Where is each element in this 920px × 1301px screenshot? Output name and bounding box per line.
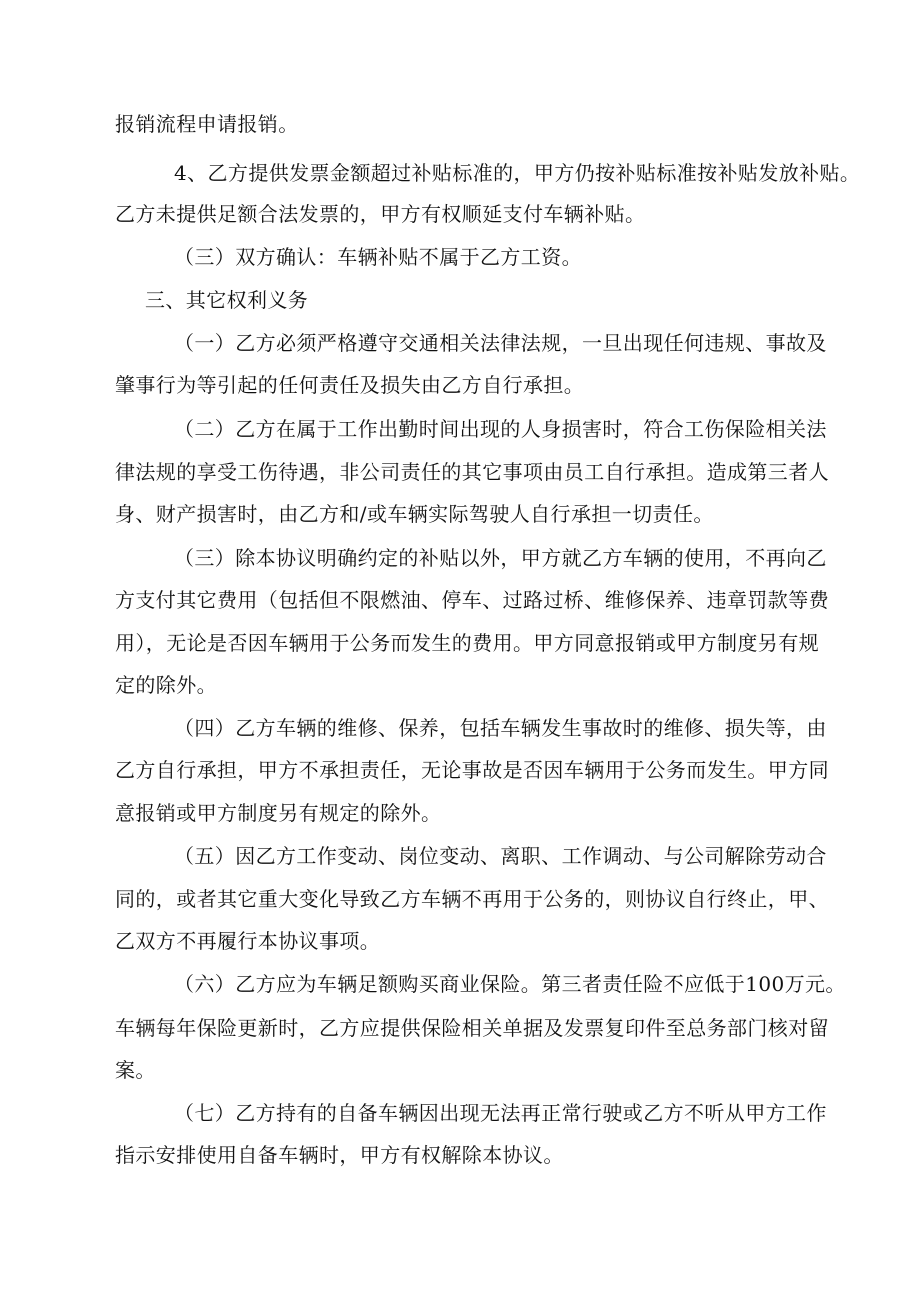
text-line: （四）乙方车辆的维修、保养，包括车辆发生事故时的维修、损失等，由 [174,716,827,740]
text-line: （三）除本协议明确约定的补贴以外，甲方就乙方车辆的使用，不再向乙 [174,546,827,570]
text-line: 车辆每年保险更新时，乙方应提供保险相关单据及发票复印件至总务部门核对留 [115,1016,829,1040]
text-line: 同的，或者其它重大变化导致乙方车辆不再用于公务的，则协议自行终止，甲、 [115,887,829,911]
text-line: 方支付其它费用（包括但不限燃油、停车、过路过桥、维修保养、违章罚款等费 [115,588,829,612]
text-line: （二）乙方在属于工作出勤时间出现的人身损害时，符合工伤保险相关法 [174,417,827,441]
text-line: 身、财产损害时，由乙方和/或车辆实际驾驶人自行承担一切责任。 [115,502,714,526]
text-line: 意报销或甲方制度另有规定的除外。 [115,801,442,825]
text-line: （五）因乙方工作变动、岗位变动、离职、工作调动、与公司解除劳动合 [174,844,827,868]
text-line: 定的除外。 [115,673,217,697]
text-line: 报销流程申请报销。 [115,112,299,136]
text-line: （一）乙方必须严格遵守交通相关法律法规，一旦出现任何违规、事故及 [174,331,827,355]
text-line: 律法规的享受工伤待遇，非公司责任的其它事项由员工自行承担。造成第三者人 [115,460,829,484]
text-line: （六）乙方应为车辆足额购买商业保险。第三者责任险不应低于100万元。 [174,972,846,996]
text-line: 乙方未提供足额合法发票的，甲方有权顺延支付车辆补贴。 [115,202,646,226]
text-line: 案。 [115,1058,156,1082]
section-heading: 三、其它权利义务 [145,288,309,312]
text-line: （三）双方确认：车辆补贴不属于乙方工资。 [174,245,582,269]
text-line: 指示安排使用自备车辆时，甲方有权解除本协议。 [115,1143,564,1167]
text-line: 乙双方不再履行本协议事项。 [115,929,381,953]
text-line: 肇事行为等引起的任何责任及损失由乙方自行承担。 [115,373,585,397]
text-line: 4、乙方提供发票金额超过补贴标准的，甲方仍按补贴标准按补贴发放补贴。 [174,161,861,185]
text-line: 乙方自行承担，甲方不承担责任，无论事故是否因车辆用于公务而发生。甲方同 [115,758,829,782]
text-line: （七）乙方持有的自备车辆因出现无法再正常行驶或乙方不听从甲方工作 [174,1101,827,1125]
text-line: 用），无论是否因车辆用于公务而发生的费用。甲方同意报销或甲方制度另有规 [115,631,819,655]
